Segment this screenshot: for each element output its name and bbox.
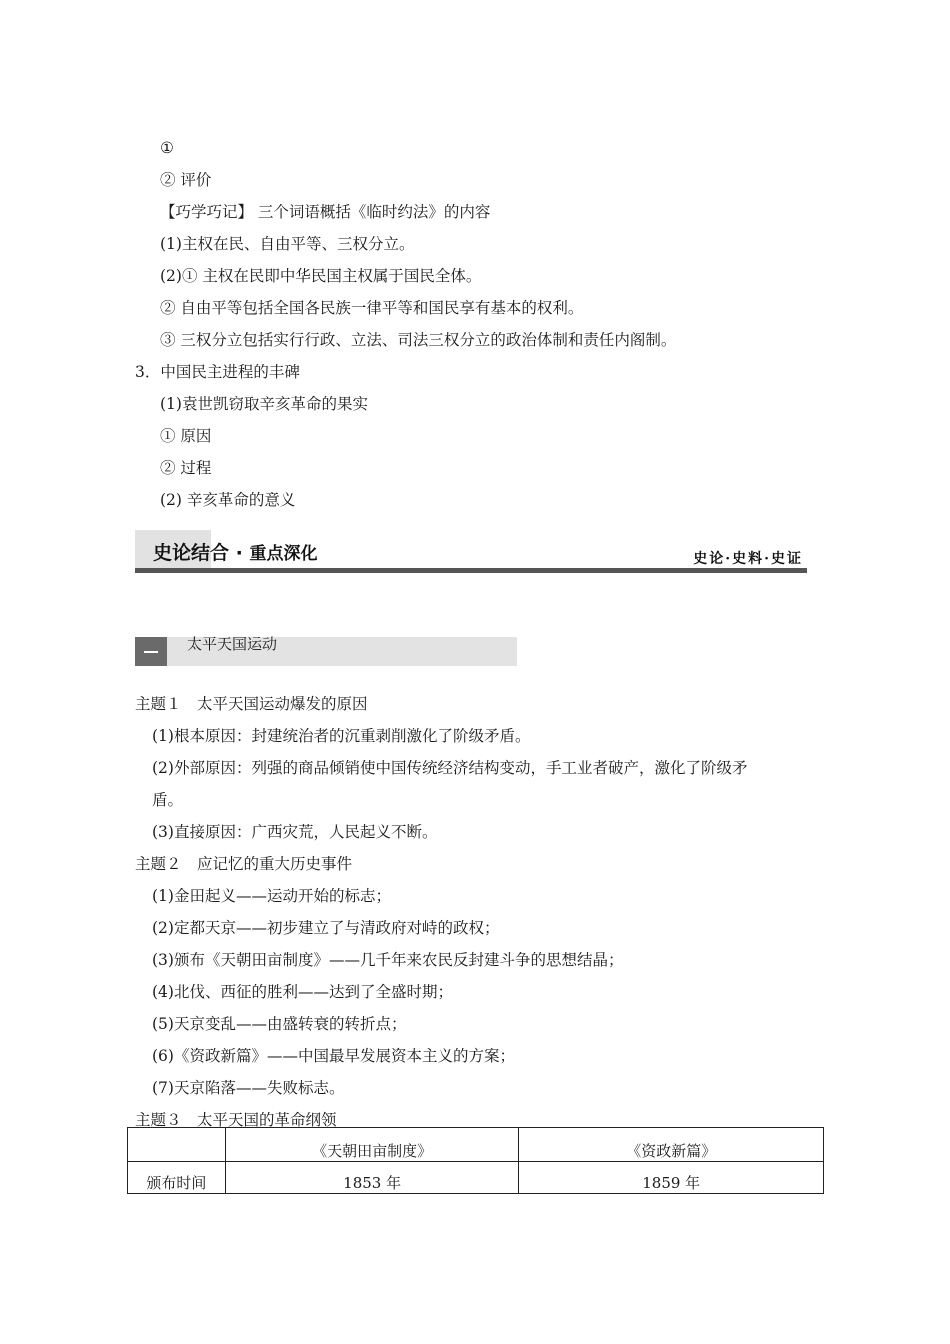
table-cell: 1859 年 (519, 1162, 824, 1194)
theme-item: 盾。 (152, 791, 184, 809)
program-comparison-table (127, 1127, 824, 1194)
theme-heading: 主题３ 太平天国的革命纲领 (135, 1111, 337, 1129)
theme-item: (3)颁布《天朝田亩制度》——几千年来农民反封建斗争的思想结晶； (152, 951, 624, 969)
theme-item: (3)直接原因：广西灾荒，人民起义不断。 (152, 823, 438, 841)
outline-heading: 3．中国民主进程的丰碑 (135, 363, 300, 381)
banner-title-dot: · (235, 542, 243, 564)
table-header-cell: 《天朝田亩制度》 (225, 1128, 519, 1162)
theme-item: (4)北伐、西征的胜利——达到了全盛时期； (152, 983, 453, 1001)
section-number-box (135, 637, 167, 666)
outline-item: ② 过程 (160, 459, 212, 477)
theme-item: (2)定都天京——初步建立了与清政府对峙的政权； (152, 919, 500, 937)
theme-item: (1)根本原因：封建统治者的沉重剥削激化了阶级矛盾。 (152, 727, 531, 745)
outline-item: ① 原因 (160, 427, 212, 445)
table-header-row (128, 1128, 824, 1162)
banner-title (153, 540, 317, 567)
section-label: 太平天国运动 (187, 635, 278, 653)
theme-heading: 主题１ 太平天国运动爆发的原因 (135, 695, 368, 713)
table-row (128, 1162, 824, 1194)
theme-item: (2)外部原因：列强的商品倾销使中国传统经济结构变动，手工业者破产，激化了阶级矛 (152, 759, 748, 777)
outline-item: (2)① 主权在民即中华民国主权属于国民全体。 (160, 267, 482, 285)
outline-item: ② 评价 (160, 171, 212, 189)
theme-item: (5)天京变乱——由盛转衰的转折点； (152, 1015, 407, 1033)
table-cell: 1853 年 (225, 1162, 519, 1194)
outline-item: (1)主权在民、自由平等、三权分立。 (160, 235, 415, 253)
theme-item: (1)金田起义——运动开始的标志； (152, 887, 391, 905)
section-banner (135, 530, 807, 575)
theme-item: (6)《资政新篇》——中国最早发展资本主义的方案； (152, 1047, 515, 1065)
banner-title-main: 史论结合 (153, 542, 230, 564)
table-header-cell: 《资政新篇》 (519, 1128, 824, 1162)
outline-item: (2) 辛亥革命的意义 (160, 491, 296, 509)
banner-subtitle: 重点深化 (249, 544, 318, 564)
memory-tip: 【巧学巧记】 三个词语概括《临时约法》的内容 (160, 203, 491, 221)
outline-item: (1)袁世凯窃取辛亥革命的果实 (160, 395, 368, 413)
banner-rule (135, 568, 807, 573)
theme-heading: 主题２ 应记忆的重大历史事件 (135, 855, 353, 873)
outline-item: ① (160, 139, 174, 157)
outline-item: ② 自由平等包括全国各民族一律平等和国民享有基本的权利。 (160, 299, 584, 317)
table-header-cell (128, 1128, 226, 1162)
section-header (135, 637, 517, 666)
banner-right-label: 史论·史料·史证 (693, 551, 803, 567)
outline-item: ③ 三权分立包括实行行政、立法、司法三权分立的政治体制和责任内阁制。 (160, 331, 677, 349)
section-number-dash (144, 651, 158, 653)
theme-item: (7)天京陷落——失败标志。 (152, 1079, 345, 1097)
table-cell: 颁布时间 (128, 1162, 226, 1194)
